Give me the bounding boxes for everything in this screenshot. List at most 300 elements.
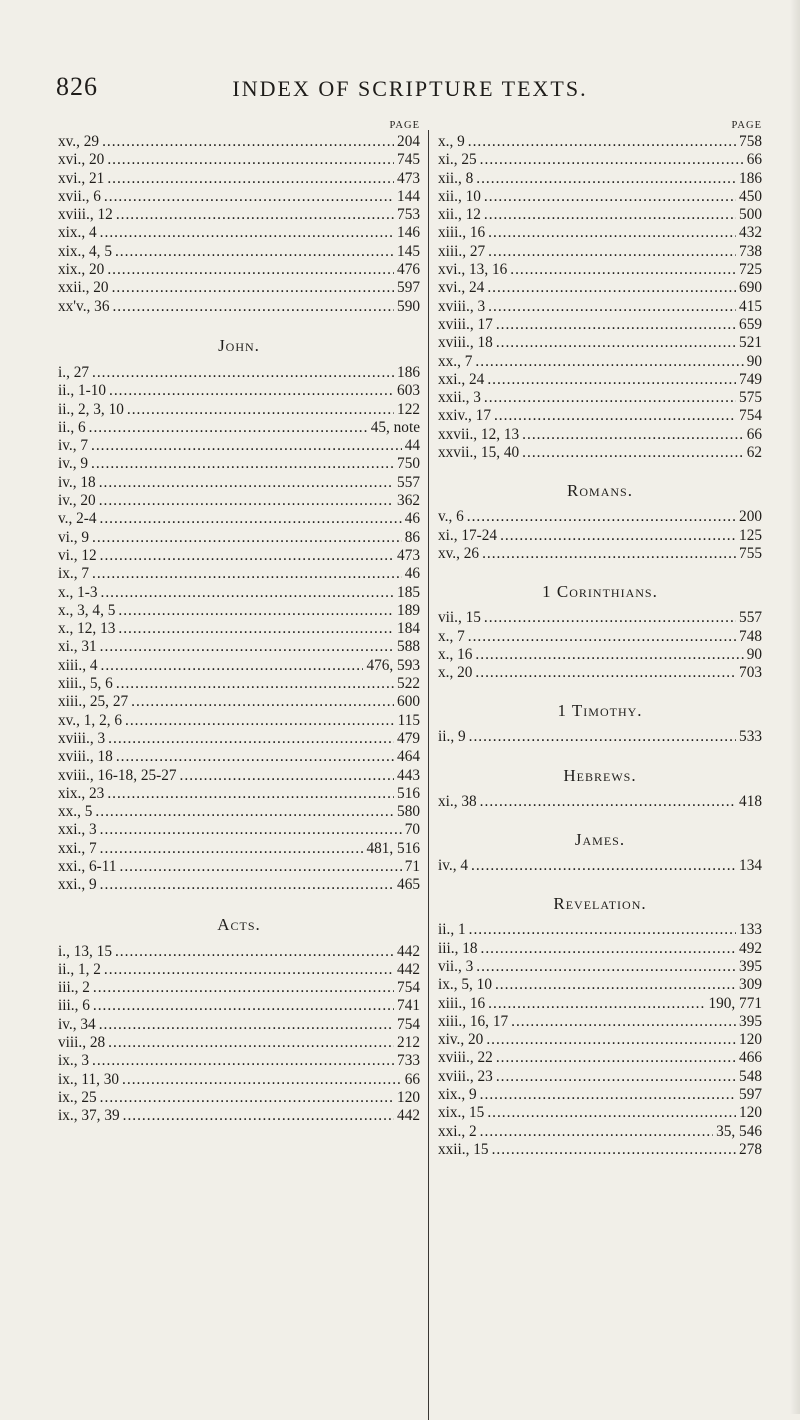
scripture-reference: xiv., 20 — [438, 1031, 484, 1049]
scripture-reference: v., 2-4 — [58, 510, 97, 528]
leader-dots — [95, 803, 394, 821]
scripture-reference: xxvii., 12, 13 — [438, 425, 520, 443]
scripture-reference: xxii., 3 — [438, 389, 481, 407]
scripture-reference: ii., 1 — [438, 921, 466, 939]
leader-dots — [102, 133, 394, 151]
running-head: INDEX OF SCRIPTURE TEXTS. — [232, 76, 588, 101]
index-entry — [438, 426, 762, 444]
page-reference: 66 — [746, 425, 762, 443]
index-entry — [438, 1068, 762, 1086]
index-entry — [58, 279, 420, 297]
page-reference: 575 — [739, 389, 762, 407]
scripture-reference: iv., 34 — [58, 1015, 96, 1033]
scripture-reference: xix., 9 — [438, 1085, 477, 1103]
page-reference: 603 — [397, 382, 420, 400]
index-entry — [58, 1052, 420, 1070]
leader-dots — [112, 279, 394, 297]
right-sections — [438, 482, 762, 1159]
leader-dots — [101, 657, 364, 675]
page-reference: 473 — [397, 546, 420, 564]
index-entry — [438, 243, 762, 261]
scripture-reference: xiii., 5, 6 — [58, 675, 113, 693]
leader-dots — [475, 646, 743, 664]
page-reference: 690 — [739, 279, 762, 297]
page-reference: 86 — [404, 528, 420, 546]
book-heading: Acts. — [217, 914, 261, 934]
leader-dots — [480, 1123, 713, 1141]
leader-dots — [108, 1034, 394, 1052]
scripture-reference: xix., 15 — [438, 1104, 485, 1122]
page-reference: 465 — [397, 876, 420, 894]
index-entry — [438, 995, 762, 1013]
index-entry — [58, 1089, 420, 1107]
index-entry — [438, 224, 762, 242]
scripture-reference: ii., 1-10 — [58, 382, 107, 400]
leader-dots — [486, 1031, 736, 1049]
page-reference: 703 — [739, 664, 762, 682]
scripture-reference: ix., 37, 39 — [58, 1107, 120, 1125]
page-reference: 750 — [397, 455, 420, 473]
page-reference: 46 — [404, 565, 420, 583]
index-entry — [438, 1123, 762, 1141]
leader-dots — [481, 940, 737, 958]
page-reference: 204 — [397, 133, 420, 150]
index-entry — [58, 638, 420, 656]
page-reference: 748 — [739, 627, 762, 645]
index-entry — [438, 609, 762, 627]
index-entry — [438, 279, 762, 297]
page-reference: 144 — [397, 187, 420, 205]
leader-dots — [107, 170, 394, 188]
leader-dots — [100, 510, 402, 528]
page-reference: 741 — [397, 997, 420, 1015]
leader-dots — [484, 609, 736, 627]
index-entry — [58, 261, 420, 279]
book-heading: Revelation. — [553, 894, 647, 914]
leader-dots — [92, 565, 402, 583]
leader-dots — [511, 1013, 736, 1031]
page-reference: 755 — [739, 544, 762, 562]
index-entry — [58, 364, 420, 382]
page-reference: 125 — [739, 526, 762, 544]
page-reference: 521 — [739, 334, 762, 352]
page-reference: 66 — [746, 151, 762, 169]
scripture-reference: x., 7 — [438, 627, 465, 645]
index-entry — [58, 529, 420, 547]
leader-dots — [93, 997, 394, 1015]
scripture-reference: iii., 6 — [58, 997, 90, 1015]
scripture-reference: vi., 9 — [58, 528, 90, 546]
scripture-reference: iii., 18 — [438, 939, 478, 957]
scripture-reference: xi., 17-24 — [438, 526, 498, 544]
page-reference: 442 — [397, 942, 420, 960]
scripture-reference: xxi., 3 — [58, 821, 97, 839]
index-entry — [438, 793, 762, 811]
page-reference: 45, note — [370, 418, 420, 436]
scripture-reference: xiii., 25, 27 — [58, 693, 129, 711]
leader-dots — [92, 529, 402, 547]
index-entry — [438, 1049, 762, 1067]
leader-dots — [495, 976, 736, 994]
page-reference: 754 — [397, 1015, 420, 1033]
scripture-reference: xviii., 23 — [438, 1067, 493, 1085]
index-entry — [438, 298, 762, 316]
index-entry — [58, 492, 420, 510]
page-reference: 185 — [397, 583, 420, 601]
leader-dots — [480, 1086, 736, 1104]
index-entry — [58, 133, 420, 151]
page-reference: 190, 771 — [708, 994, 762, 1012]
page-reference: 432 — [739, 224, 762, 242]
index-entry — [58, 876, 420, 894]
scripture-reference: xxii., 20 — [58, 279, 109, 297]
page-reference: 362 — [397, 492, 420, 510]
scripture-reference: xvii., 6 — [58, 187, 101, 205]
left-top-entries — [58, 133, 420, 316]
scripture-reference: xv., 29 — [58, 133, 100, 150]
page-reference: 600 — [397, 693, 420, 711]
index-entry — [438, 206, 762, 224]
book-heading: Romans. — [567, 481, 633, 501]
book-heading: John. — [218, 335, 260, 355]
index-entry — [438, 958, 762, 976]
index-entry — [58, 224, 420, 242]
leader-dots — [488, 995, 705, 1013]
scripture-reference: xiii., 27 — [438, 242, 486, 260]
page-reference: 212 — [397, 1034, 420, 1052]
scripture-reference: xxiv., 17 — [438, 407, 491, 425]
page-reference: 443 — [397, 766, 420, 784]
right-column — [438, 120, 762, 1159]
index-entry — [58, 151, 420, 169]
page-reference: 120 — [739, 1031, 762, 1049]
leader-dots — [484, 188, 736, 206]
leader-dots — [468, 628, 736, 646]
scripture-reference: xv., 1, 2, 6 — [58, 711, 123, 729]
page-reference: 189 — [397, 601, 420, 619]
leader-dots — [522, 444, 744, 462]
index-entry — [438, 664, 762, 682]
index-entry — [58, 382, 420, 400]
index-entry — [438, 527, 762, 545]
scripture-reference: xvi., 20 — [58, 151, 105, 169]
left-column — [58, 120, 420, 1126]
index-entry — [58, 602, 420, 620]
index-entry — [58, 767, 420, 785]
page-reference: 580 — [397, 803, 420, 821]
scripture-reference: xi., 25 — [438, 151, 477, 169]
page-reference: 66 — [404, 1070, 420, 1088]
index-entry — [438, 728, 762, 746]
leader-dots — [522, 426, 744, 444]
scripture-reference: xviii., 17 — [438, 315, 493, 333]
index-entry — [58, 206, 420, 224]
leader-dots — [496, 1068, 736, 1086]
scripture-reference: xviii., 18 — [58, 748, 113, 766]
page-column-label: PAGE — [389, 120, 420, 131]
leader-dots — [104, 188, 394, 206]
index-entry — [438, 316, 762, 334]
index-entry — [58, 657, 420, 675]
page-reference: 481, 516 — [366, 839, 420, 857]
scripture-reference: ii., 6 — [58, 418, 86, 436]
page-reference: 450 — [739, 187, 762, 205]
scripture-reference: ix., 11, 30 — [58, 1070, 120, 1088]
leader-dots — [109, 382, 394, 400]
page-edge-shadow — [790, 0, 800, 1414]
leader-dots — [118, 620, 394, 638]
leader-dots — [131, 693, 394, 711]
leader-dots — [91, 455, 394, 473]
page-reference: 71 — [404, 857, 420, 875]
page-reference: 479 — [397, 729, 420, 747]
scripture-reference: xxii., 15 — [438, 1140, 489, 1158]
scripture-reference: ix., 5, 10 — [438, 976, 492, 994]
leader-dots — [93, 979, 394, 997]
leader-dots — [480, 793, 736, 811]
index-entry — [58, 547, 420, 565]
index-entry — [58, 730, 420, 748]
scripture-reference: x., 12, 13 — [58, 620, 116, 638]
index-entry — [58, 170, 420, 188]
page-reference: 473 — [397, 169, 420, 187]
leader-dots — [482, 545, 736, 563]
leader-dots — [484, 389, 736, 407]
index-entry — [438, 940, 762, 958]
index-entry — [438, 545, 762, 563]
page-reference: 120 — [739, 1104, 762, 1122]
page-reference: 146 — [397, 224, 420, 242]
page-reference: 738 — [739, 242, 762, 260]
leader-dots — [100, 821, 402, 839]
page-reference: 588 — [397, 638, 420, 656]
right-top-entries — [438, 133, 762, 462]
scripture-reference: xxi., 6-11 — [58, 857, 117, 875]
leader-dots — [471, 857, 736, 875]
leader-dots — [510, 261, 736, 279]
index-entry — [58, 1071, 420, 1089]
leader-dots — [116, 748, 394, 766]
scripture-reference: xii., 10 — [438, 187, 481, 205]
index-entry — [58, 675, 420, 693]
page-reference: 145 — [397, 242, 420, 260]
index-entry — [438, 1086, 762, 1104]
left-sections — [58, 337, 420, 1126]
index-entry — [58, 693, 420, 711]
page-reference: 186 — [397, 363, 420, 381]
leader-dots — [123, 1107, 394, 1125]
scripture-reference: xviii., 3 — [438, 297, 486, 315]
scripture-reference: xiii., 16 — [438, 994, 486, 1012]
page-reference: 492 — [739, 939, 762, 957]
page-reference: 758 — [739, 133, 762, 150]
scripture-reference: xix., 4, 5 — [58, 242, 112, 260]
leader-dots — [488, 224, 736, 242]
scripture-reference: v., 6 — [438, 508, 464, 526]
scripture-reference: xiii., 16, 17 — [438, 1012, 509, 1030]
scripture-reference: xxi., 2 — [438, 1122, 477, 1140]
page-reference: 122 — [397, 400, 420, 418]
page-reference: 184 — [397, 620, 420, 638]
page-reference: 522 — [397, 675, 420, 693]
leader-dots — [122, 1071, 402, 1089]
index-entry — [58, 474, 420, 492]
index-entry — [58, 455, 420, 473]
scripture-reference: xviii., 22 — [438, 1049, 493, 1067]
page-reference: 590 — [397, 297, 420, 315]
index-entry — [58, 785, 420, 803]
index-entry — [58, 997, 420, 1015]
leader-dots — [108, 730, 394, 748]
page-reference: 659 — [739, 315, 762, 333]
page-reference: 516 — [397, 784, 420, 802]
scripture-reference: i., 27 — [58, 363, 90, 381]
scripture-reference: ii., 9 — [438, 728, 466, 746]
leader-dots — [107, 261, 394, 279]
index-entry — [58, 510, 420, 528]
index-entry — [438, 151, 762, 169]
index-entry — [58, 748, 420, 766]
leader-dots — [99, 1016, 394, 1034]
page-reference: 733 — [397, 1052, 420, 1070]
index-entry — [58, 943, 420, 961]
index-entry — [58, 858, 420, 876]
leader-dots — [107, 785, 394, 803]
leader-dots — [496, 316, 736, 334]
leader-dots — [488, 243, 736, 261]
leader-dots — [112, 298, 394, 316]
scripture-reference: i., 13, 15 — [58, 942, 112, 960]
scripture-reference: xix., 23 — [58, 784, 105, 802]
scripture-reference: xi., 38 — [438, 792, 477, 810]
page-reference: 278 — [739, 1140, 762, 1158]
scripture-reference: xix., 20 — [58, 261, 105, 279]
page-reference: 753 — [397, 206, 420, 224]
leader-dots — [100, 224, 394, 242]
index-entry — [58, 1034, 420, 1052]
page-reference: 754 — [397, 979, 420, 997]
index-entry — [58, 419, 420, 437]
scripture-reference: ix., 7 — [58, 565, 90, 583]
page-reference: 395 — [739, 957, 762, 975]
index-entry — [58, 437, 420, 455]
page-reference: 90 — [746, 352, 762, 370]
scripture-reference: xvi., 21 — [58, 169, 105, 187]
leader-dots — [475, 664, 736, 682]
leader-dots — [101, 584, 395, 602]
leader-dots — [100, 840, 364, 858]
index-entry — [438, 508, 762, 526]
leader-dots — [100, 876, 394, 894]
page-number: 826 — [56, 72, 98, 101]
index-entry — [438, 976, 762, 994]
leader-dots — [476, 170, 736, 188]
index-entry — [58, 620, 420, 638]
index-entry — [58, 243, 420, 261]
page-reference: 597 — [739, 1085, 762, 1103]
index-entry — [438, 188, 762, 206]
leader-dots — [487, 371, 736, 389]
leader-dots — [500, 527, 736, 545]
index-entry — [438, 353, 762, 371]
page-reference: 309 — [739, 976, 762, 994]
index-entry — [58, 298, 420, 316]
index-entry — [438, 628, 762, 646]
scripture-reference: xx'v., 36 — [58, 297, 110, 315]
index-entry — [438, 407, 762, 425]
index-entry — [438, 170, 762, 188]
leader-dots — [91, 437, 402, 455]
index-entry — [438, 857, 762, 875]
scripture-reference: xxvii., 15, 40 — [438, 444, 520, 462]
index-entry — [438, 371, 762, 389]
leader-dots — [475, 353, 743, 371]
page-reference: 476, 593 — [366, 656, 420, 674]
book-heading: 1 Corinthians. — [542, 582, 658, 602]
leader-dots — [100, 1089, 394, 1107]
leader-dots — [180, 767, 395, 785]
leader-dots — [99, 474, 394, 492]
scripture-reference: iv., 7 — [58, 437, 89, 455]
page-reference: 442 — [397, 960, 420, 978]
leader-dots — [467, 508, 736, 526]
page-reference: 44 — [404, 437, 420, 455]
scripture-reference: ix., 25 — [58, 1088, 97, 1106]
index-entry — [438, 1013, 762, 1031]
scripture-reference: ii., 1, 2 — [58, 960, 101, 978]
leader-dots — [92, 1052, 394, 1070]
leader-dots — [115, 943, 394, 961]
scripture-reference: x., 20 — [438, 664, 473, 682]
leader-dots — [469, 921, 736, 939]
scripture-reference: xviii., 18 — [438, 334, 493, 352]
leader-dots — [99, 492, 394, 510]
leader-dots — [494, 407, 736, 425]
scripture-reference: ii., 2, 3, 10 — [58, 400, 124, 418]
page-reference: 500 — [739, 206, 762, 224]
leader-dots — [468, 133, 736, 151]
leader-dots — [484, 206, 736, 224]
index-entry — [58, 1107, 420, 1125]
page-reference: 557 — [739, 609, 762, 627]
index-entry — [438, 133, 762, 151]
page-reference: 557 — [397, 473, 420, 491]
scripture-reference: iv., 18 — [58, 473, 96, 491]
index-entry — [438, 1141, 762, 1159]
scripture-reference: xvi., 24 — [438, 279, 485, 297]
page-reference: 35, 546 — [716, 1122, 762, 1140]
index-entry — [438, 646, 762, 664]
scripture-reference: x., 1-3 — [58, 583, 98, 601]
scripture-reference: xix., 4 — [58, 224, 97, 242]
index-entry — [58, 712, 420, 730]
leader-dots — [480, 151, 744, 169]
leader-dots — [92, 364, 394, 382]
index-entry — [58, 401, 420, 419]
scripture-reference: xviii., 16-18, 25-27 — [58, 766, 177, 784]
index-entry — [58, 840, 420, 858]
scripture-reference: xx., 5 — [58, 803, 93, 821]
index-entry — [438, 921, 762, 939]
page-reference: 115 — [397, 711, 420, 729]
leader-dots — [116, 206, 394, 224]
page-reference: 749 — [739, 370, 762, 388]
page-reference: 548 — [739, 1067, 762, 1085]
scripture-reference: xi., 31 — [58, 638, 97, 656]
scripture-reference: xv., 26 — [438, 544, 480, 562]
page-reference: 597 — [397, 279, 420, 297]
leader-dots — [104, 961, 394, 979]
